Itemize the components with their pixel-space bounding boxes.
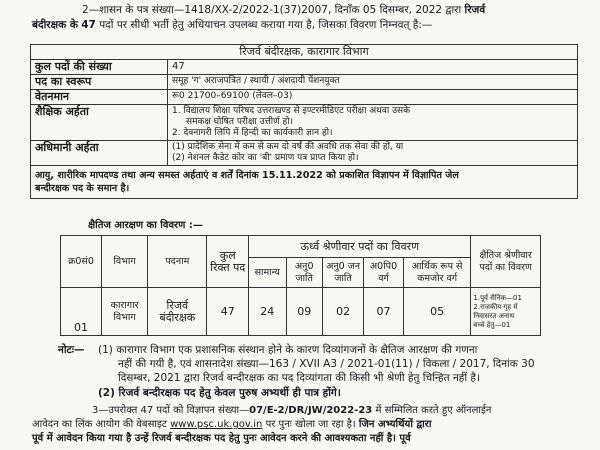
edu-qualification-label: शैक्षिक अर्हता xyxy=(31,105,168,141)
note-1-line3: दिसम्बर, 2021 द्वारा रिजर्व बन्दीरक्षक का पद दिव्यांगता की किसी भी श्रेणी हेतु चिन्हित नहीं है। xyxy=(118,372,480,384)
row-obc: 07 xyxy=(364,288,404,336)
cat-st-header: अनु0 जन जाति xyxy=(322,258,363,288)
col-dept-header: विभाग xyxy=(101,236,147,288)
cat-ews-header: आर्थिक रूप से कमजोर वर्ग xyxy=(403,258,471,288)
pay-scale-value: रू0 21700–69100 (लेवल–03) xyxy=(168,90,578,105)
row-post: रिजर्व बंदीरक्षक xyxy=(148,288,207,336)
row-st: 02 xyxy=(322,288,363,336)
col-serial-header: क्र0सं0 xyxy=(61,236,102,288)
row-total: 47 xyxy=(207,288,249,336)
cat-sc-header: अनु0 जाति xyxy=(286,258,322,288)
edu-qualification-value: 1. विद्यालय शिक्षा परिषद उत्तराखण्ड से इण्टरमीडिएट परीक्षा अथवा उसके समकक्ष घोषित परीक्षा उत्तीर्ण हो। 2. देवनागरी लिपि में हिन्दी का कार्यकारी ज्ञान हो। xyxy=(168,105,578,141)
cat-general-header: सामान्य xyxy=(248,258,286,288)
col-total-header: कुल रिक्त पद xyxy=(207,236,249,288)
para3-line3: पूर्व में आवेदन किया गया है उन्हें रिजर्व बन्दीरक्षक पद हेतु पुनः आवेदन करने की आवश्यकता नहीं है। पूर्व xyxy=(32,433,411,444)
post-nature-label: पद का स्वरूप xyxy=(31,75,168,90)
note-1-line2: नहीं की गयी है, एवं शासनादेश संख्या—163 / XVII A3 / 2021-01(11) / विकला / 2017, दिनांक 30 xyxy=(118,358,535,370)
reservation-table xyxy=(60,235,541,336)
row-general: 24 xyxy=(248,288,286,336)
preferential-qualification-label: अधिमानी अर्हता xyxy=(31,141,168,166)
row-serial: 01 xyxy=(61,288,102,336)
post-table-title: रिजर्व बंदीरक्षक, कारागार विभाग xyxy=(31,45,578,60)
table-row xyxy=(61,288,541,336)
post-nature-value: समूह 'ग' अराजपत्रित / स्थायी / अंशदायी पेंशनयुक्त xyxy=(168,75,578,90)
col-horizontal-header: क्षैतिज श्रेणीवार पदों का विवरण xyxy=(471,236,541,288)
row-ews: 05 xyxy=(403,288,471,336)
notes-label: नोटः— xyxy=(58,344,85,356)
col-post-header: पदनाम xyxy=(148,236,207,288)
note-1-line1: (1) कारागार विभाग एक प्रशासनिक संस्थान होने के कारण दिव्यांगजनों के क्षैतिज आरक्षण की गणना xyxy=(98,344,478,356)
post-details-table xyxy=(30,44,578,199)
note-2: (2) रिजर्व बन्दीरक्षक पद हेतु केवल पुरुष अभ्यर्थी ही पात्र होंगे। xyxy=(98,387,341,399)
row-sc: 09 xyxy=(286,288,322,336)
para3-line1: 3—उपरोक्त 47 पदों को विज्ञापन संख्या—07/E-2/DR/JW/2022-23 में सम्मिलित करते हुए ऑनलाईन xyxy=(92,405,492,416)
cat-obc-header: अ0पि0 वर्ग xyxy=(364,258,404,288)
website-link[interactable]: www.psc.uk.gov.in xyxy=(170,419,263,430)
para2-line1: 2—शासन के पत्र संख्या—1418/XX-2/2022-1(37)2007, दिनाँक 05 दिसम्बर, 2022 द्वारा रिजर्व xyxy=(82,4,486,16)
row-horizontal: 1.पूर्व सैनिक—01 2.राजकीय गृह में निवासरत अनाथ बच्चे हेतु—01 xyxy=(471,288,541,336)
row-dept: कारागार विभाग xyxy=(101,288,147,336)
reservation-heading: क्षैतिज आरक्षण का विवरण :— xyxy=(88,220,203,231)
col-vertical-header: ऊर्ध्व श्रेणीवार पदों का विवरण xyxy=(248,236,470,258)
age-physical-note: आयु, शारीरिक मापदण्ड तथा अन्य समस्त अर्हताएं व शर्तें दिनांक 15.11.2022 को प्रकाशित विज्ञापन में विज्ञापित जेल बन्दीरक्षक पद के समान है। xyxy=(31,166,578,199)
pay-scale-label: वेतनमान xyxy=(31,90,168,105)
para3-line2: आवेदन का लिंक आयोग की वेबसाइट www.psc.uk.gov.in पर पुनः खोला जा रहा है। जिन अभ्यर्थियों द्वारा xyxy=(32,419,432,430)
total-posts-label: कुल पदों की संख्या xyxy=(31,60,168,75)
preferential-qualification-value: (1) प्रादेशिक सेना में कम से कम दो वर्ष की अवधि तक सेवा की हो, या (2) नेशनल कैडेट कोर का 'बी' प्रमाण पत्र प्राप्त किया हो। xyxy=(168,141,578,166)
para2-line2: बंदीरक्षक के 47 पदों पर सीधी भर्ती हेतु अधियाचन उपलब्ध कराया गया है, जिसका विवरण निम्नवत् है:— xyxy=(32,19,433,31)
total-posts-value: 47 xyxy=(168,60,578,75)
